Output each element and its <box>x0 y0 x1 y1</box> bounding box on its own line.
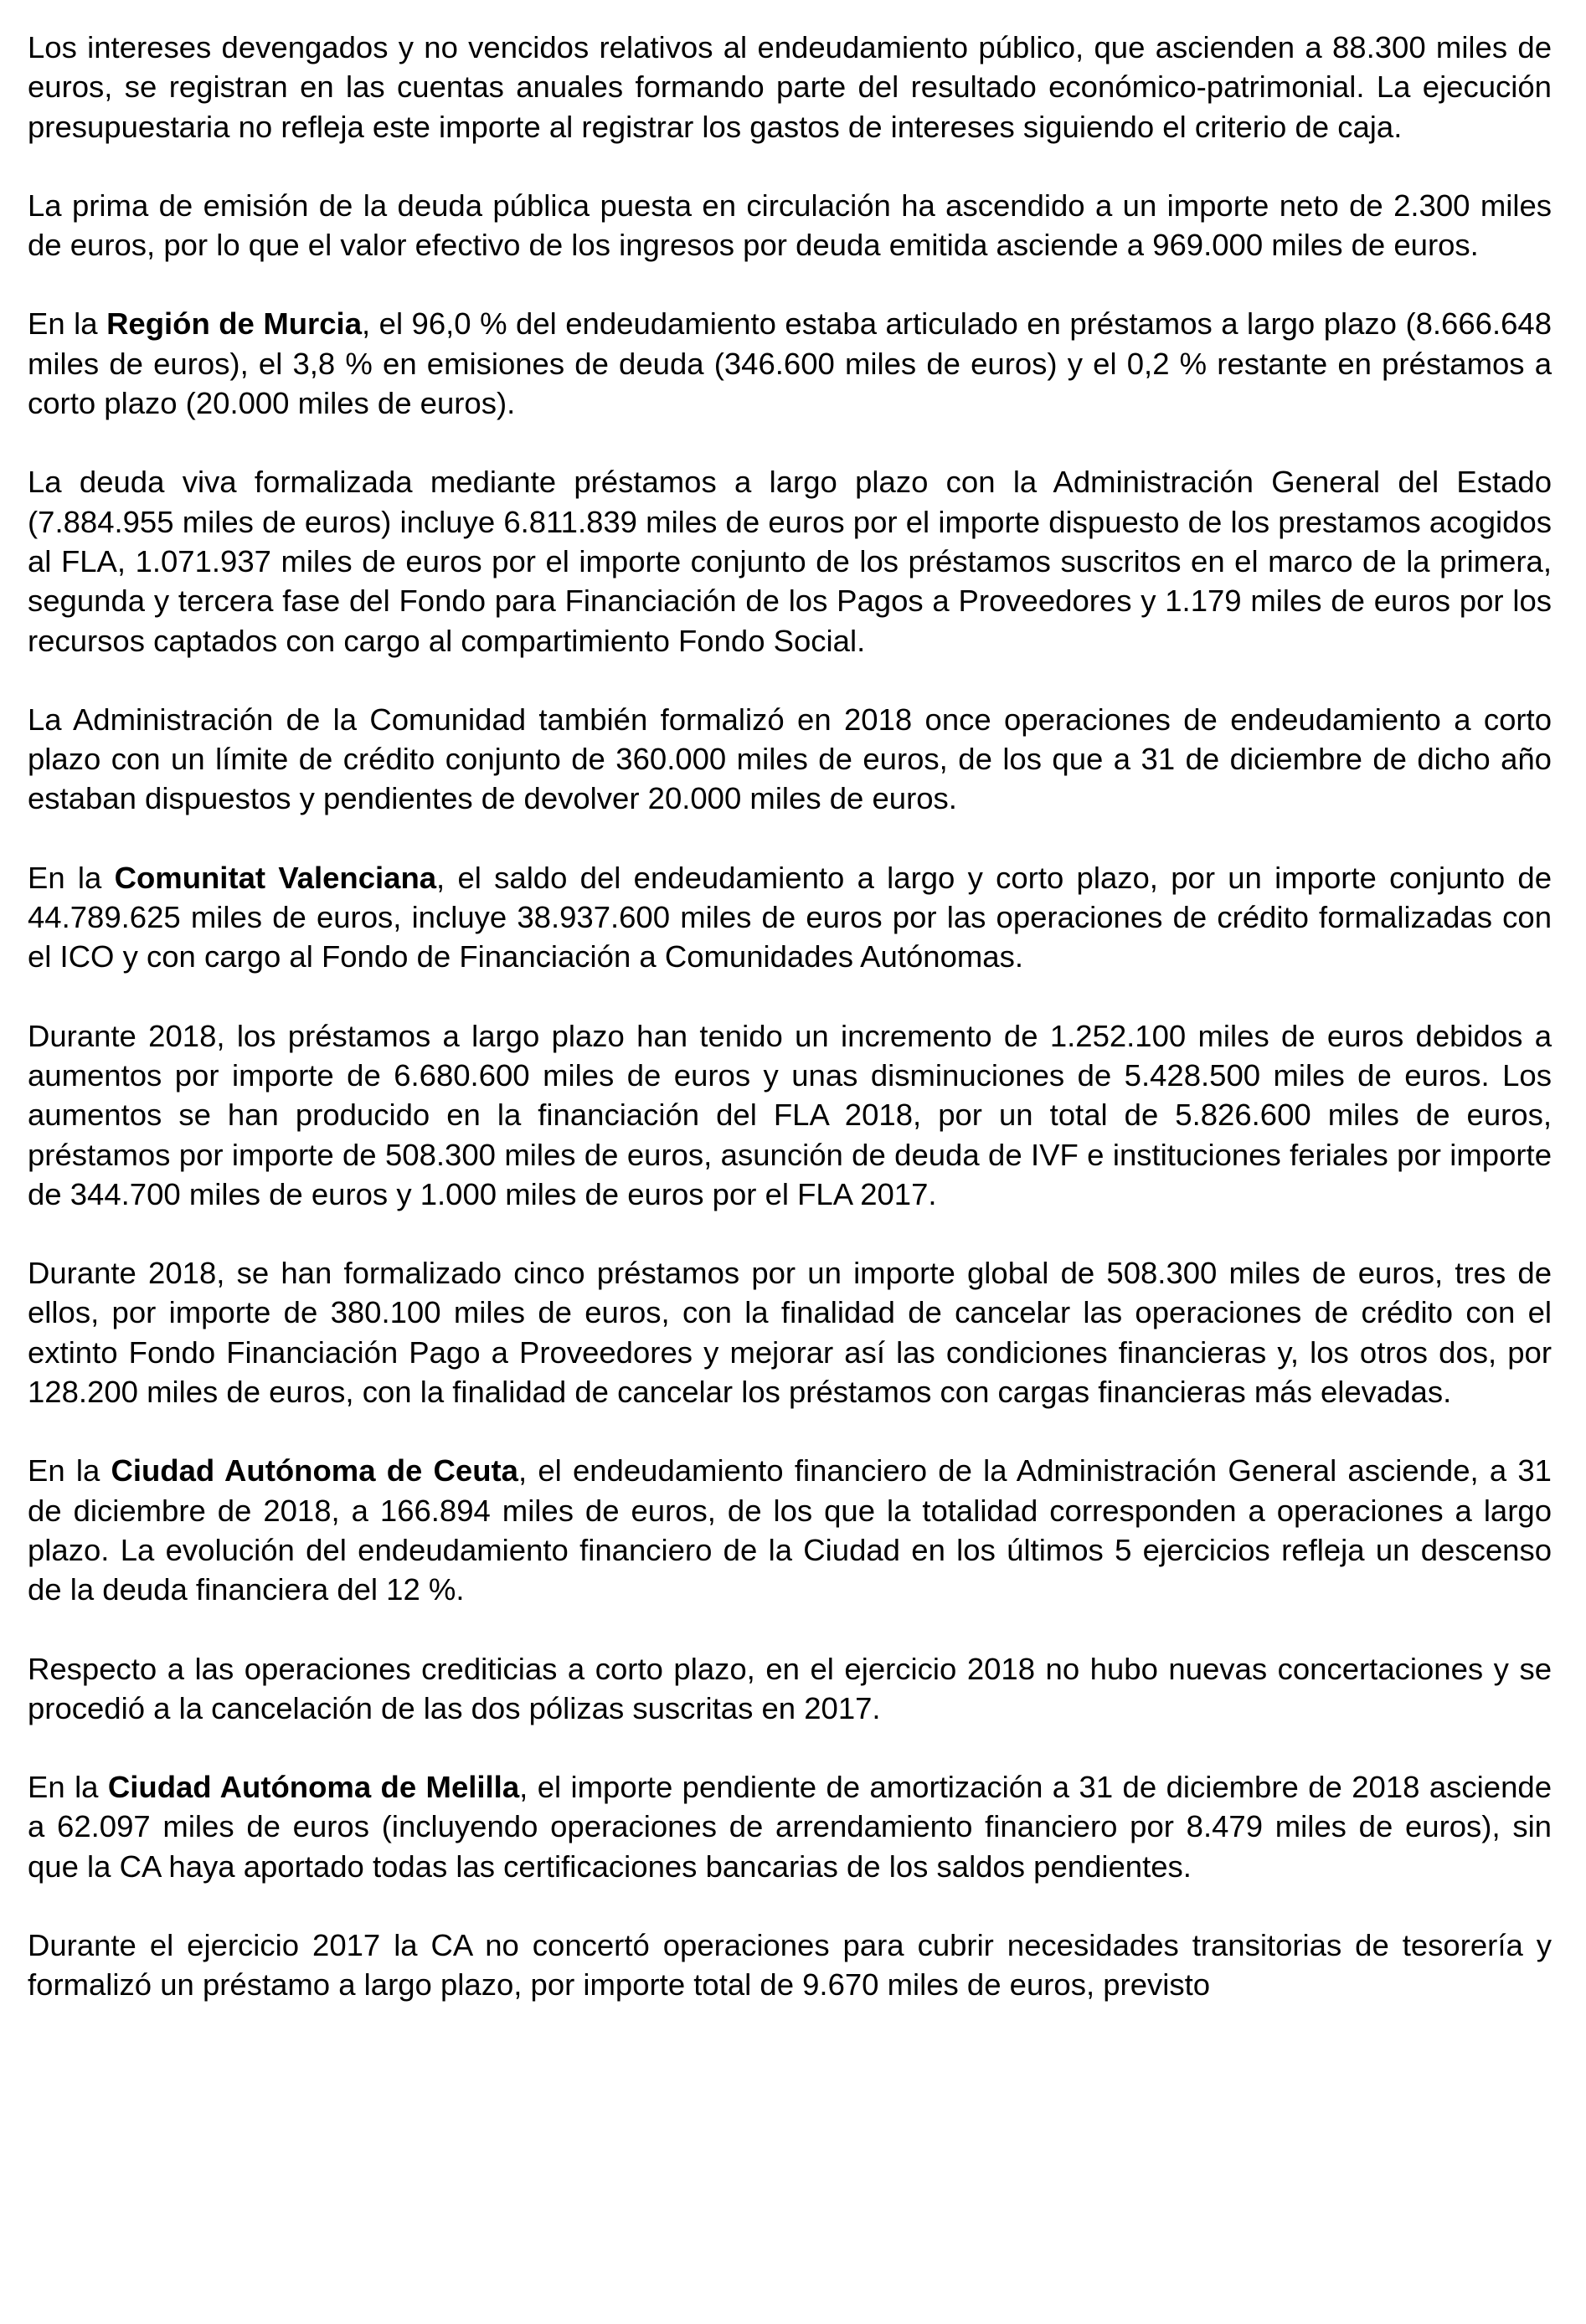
paragraph-text: En la <box>28 860 115 895</box>
paragraph-text: En la <box>28 306 107 342</box>
region-name-melilla: Ciudad Autónoma de Melilla <box>107 1770 520 1805</box>
paragraph-text: En la <box>28 1453 111 1488</box>
paragraph-text: Los intereses devengados y no vencidos relativos al endeudamiento público, que ascienden a 88.300 miles de euros, se registran en las cuentas anuales formando parte del resultado económico-patrimonial. La ejecución presupuestaria no refleja este importe al registrar los gastos de intereses siguiendo el criterio de caja. <box>28 30 1552 144</box>
document-page <box>28 28 1552 2005</box>
paragraph-1 <box>28 28 1552 147</box>
paragraph-4 <box>28 462 1552 660</box>
paragraph-text: Durante 2018, se han formalizado cinco préstamos por un importe global de 508.300 miles de euros, tres de ellos, por importe de 380.100 miles de euros, con la finalidad de cancelar las operaciones de crédito con el extinto Fondo Financiación Pago a Proveedores y mejorar así las condiciones financieras y, los otros dos, por 128.200 miles de euros, con la finalidad de cancelar los préstamos con cargas financieras más elevadas. <box>28 1256 1552 1410</box>
paragraph-5 <box>28 700 1552 819</box>
paragraph-text: , el importe pendiente de amortización a 31 de diciembre de 2018 asciende a 62.097 miles de euros (incluyendo operaciones de arrendamiento financiero por 8.479 miles de euros), sin que la CA haya aportado todas las certificaciones bancarias de los saldos pendientes. <box>28 1770 1552 1884</box>
paragraph-text: , el endeudamiento financiero de la Administración General asciende, a 31 de diciembre de 2018, a 166.894 miles de euros, de los que la totalidad corresponden a operaciones a largo plazo. La evolución del endeudamiento financiero de la Ciudad en los últimos 5 ejercicios refleja un descenso de la deuda financiera del 12 %. <box>28 1453 1552 1607</box>
region-name-valenciana: Comunitat Valenciana <box>114 860 437 895</box>
paragraph-9 <box>28 1451 1552 1609</box>
paragraph-text: La prima de emisión de la deuda pública puesta en circulación ha ascendido a un importe neto de 2.300 miles de euros, por lo que el valor efectivo de los ingresos por deuda emitida asciende a 969.000 miles de euros. <box>28 188 1552 263</box>
paragraph-text: Durante 2018, los préstamos a largo plazo han tenido un incremento de 1.252.100 miles de euros debidos a aumentos por importe de 6.680.600 miles de euros y unas disminuciones de 5.428.500 miles de euros. Los aumentos se han producido en la financiación del FLA 2018, por un total de 5.826.600 miles de euros, préstamos por importe de 508.300 miles de euros, asunción de deuda de IVF e instituciones feriales por importe de 344.700 miles de euros y 1.000 miles de euros por el FLA 2017. <box>28 1018 1552 1211</box>
paragraph-text: En la <box>28 1770 108 1805</box>
paragraph-12 <box>28 1926 1552 2005</box>
paragraph-6 <box>28 858 1552 977</box>
paragraph-text: , el 96,0 % del endeudamiento estaba articulado en préstamos a largo plazo (8.666.648 miles de euros), el 3,8 % en emisiones de deuda (346.600 miles de euros) y el 0,2 % restante en préstamos a corto plazo (20.000 miles de euros). <box>28 306 1552 421</box>
region-name-murcia: Región de Murcia <box>106 306 362 342</box>
paragraph-11 <box>28 1767 1552 1886</box>
region-name-ceuta: Ciudad Autónoma de Ceuta <box>111 1453 518 1488</box>
paragraph-3 <box>28 304 1552 423</box>
paragraph-2 <box>28 186 1552 265</box>
paragraph-7 <box>28 1016 1552 1214</box>
paragraph-text: La deuda viva formalizada mediante préstamos a largo plazo con la Administración General del Estado (7.884.955 miles de euros) incluye 6.811.839 miles de euros por el importe dispuesto de los prestamos acogidos al FLA, 1.071.937 miles de euros por el importe conjunto de los préstamos suscritos en el marco de la primera, segunda y tercera fase del Fondo para Financiación de los Pagos a Proveedores y 1.179 miles de euros por los recursos captados con cargo al compartimiento Fondo Social. <box>28 465 1552 658</box>
paragraph-10 <box>28 1649 1552 1729</box>
paragraph-text: Respecto a las operaciones crediticias a corto plazo, en el ejercicio 2018 no hubo nuevas concertaciones y se procedió a la cancelación de las dos pólizas suscritas en 2017. <box>28 1651 1552 1725</box>
paragraph-text: , el saldo del endeudamiento a largo y corto plazo, por un importe conjunto de 44.789.625 miles de euros, incluye 38.937.600 miles de euros por las operaciones de crédito formalizadas con el ICO y con cargo al Fondo de Financiación a Comunidades Autónomas. <box>28 860 1552 974</box>
paragraph-text: Durante el ejercicio 2017 la CA no concertó operaciones para cubrir necesidades transitorias de tesorería y formalizó un préstamo a largo plazo, por importe total de 9.670 miles de euros, previsto <box>28 1927 1552 2003</box>
paragraph-text: La Administración de la Comunidad también formalizó en 2018 once operaciones de endeudamiento a corto plazo con un límite de crédito conjunto de 360.000 miles de euros, de los que a 31 de diciembre de dicho año estaban dispuestos y pendientes de devolver 20.000 miles de euros. <box>28 702 1552 816</box>
paragraph-8 <box>28 1253 1552 1411</box>
